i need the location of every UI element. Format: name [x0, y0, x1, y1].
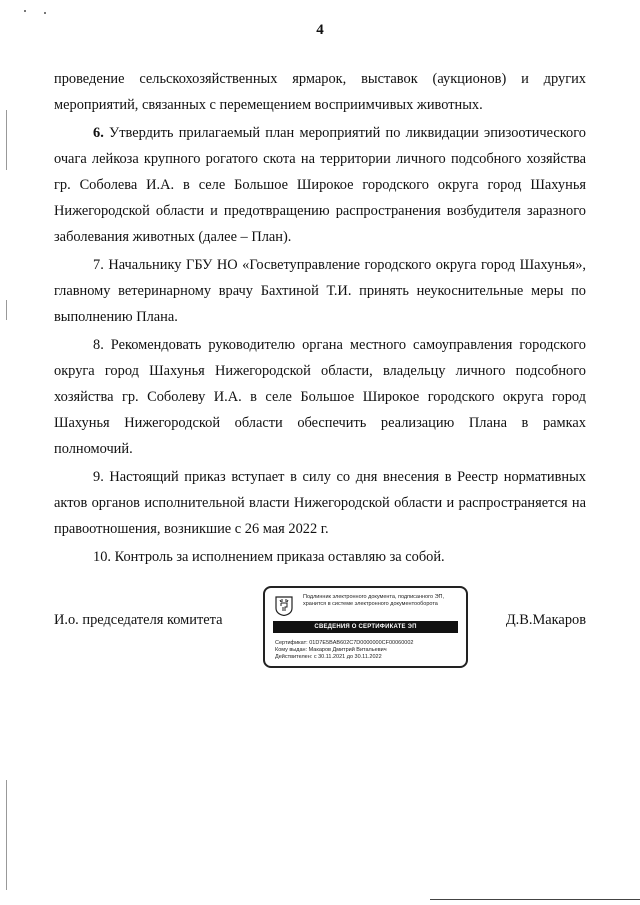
scan-speck [24, 10, 26, 12]
paragraph-9: 9. Настоящий приказ вступает в силу со дня внесения в Реестр нормативных актов органов исполнительной власти Нижегородской области и распространяется на правоотношения, возникшие с 26 мая 2022 г. [54, 469, 586, 537]
scan-edge-mark [6, 300, 7, 320]
document-body [54, 66, 586, 572]
nizhny-novgorod-deer-emblem-icon [275, 596, 293, 616]
stamp-certificate: Сертификат: 01D7E5BAB602C7D0000000CF00060002 [275, 640, 414, 646]
scan-bottom-line [430, 899, 640, 900]
paragraph-10: 10. Контроль за исполнением приказа оставляю за собой. [93, 549, 445, 565]
paragraph-6-number: 6. [93, 125, 104, 141]
paragraph-6 [54, 120, 586, 250]
signer-title: И.о. председателя комитета [54, 612, 223, 628]
paragraph-6-text: Утвердить прилагаемый план мероприятий по ликвидации эпизоотического очага лейкоза крупного рогатого скота на территории личного подсобного хозяйства гр. Соболева И.А. в селе Большое Широкое городского округа город Шахунья Нижегородской области и предотвращению распространения возбудителя заразного заболевания животных (далее – План). [54, 125, 586, 245]
scan-edge-mark [6, 780, 7, 890]
page-number: 4 [316, 22, 324, 38]
paragraph-continuation: проведение сельскохозяйственных ярмарок, выставок (аукционов) и других мероприятий, связанных с перемещением восприимчивых животных. [54, 71, 586, 113]
stamp-issued-to: Кому выдан: Макаров Дмитрий Витальевич [275, 647, 387, 653]
stamp-header: СВЕДЕНИЯ О СЕРТИФИКАТЕ ЭП [273, 621, 458, 633]
stamp-note: Подлинник электронного документа, подписанного ЭП, хранится в системе электронного документооборота [303, 594, 445, 607]
electronic-signature-stamp [263, 586, 468, 668]
scan-speck [44, 12, 46, 14]
signer-name: Д.В.Макаров [505, 612, 586, 628]
paragraph-7: 7. Начальнику ГБУ НО «Госветуправление городского округа город Шахунья», главному ветеринарному врачу Бахтиной Т.И. принять неукоснительные меры по выполнению Плана. [54, 257, 586, 325]
paragraph-8: 8. Рекомендовать руководителю органа местного самоуправления городского округа город Шахунья Нижегородской области, владельцу личного подсобного хозяйства гр. Соболеву И.А. в селе Большое Широкое городского округа город Шахунья Нижегородской области обеспечить реализацию Плана в рамках полномочий. [54, 337, 586, 457]
scan-edge-mark [6, 110, 7, 170]
stamp-validity: Действителен: с 30.11.2021 до 30.11.2022 [275, 654, 382, 660]
